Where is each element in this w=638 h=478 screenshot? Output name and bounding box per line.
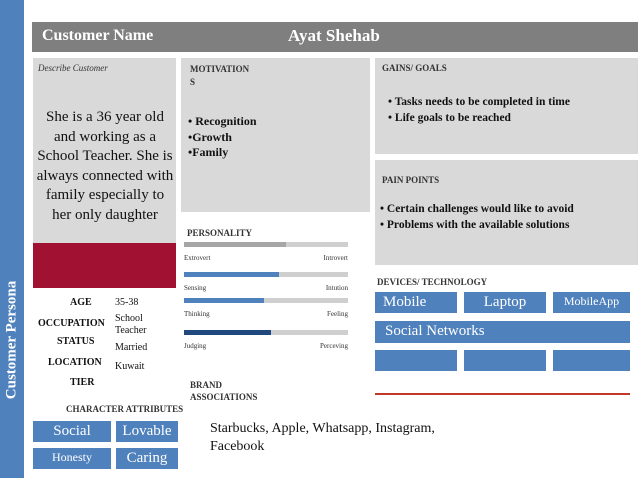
personality-label: PERSONALITY: [187, 228, 253, 238]
scale-track: [184, 242, 348, 247]
character-label: CHARACTER ATTRIBUTES: [66, 404, 184, 414]
character-tag-caring: Caring: [116, 448, 178, 469]
describe-label: Describe Customer: [38, 63, 108, 73]
personality-scale: [184, 330, 348, 350]
device-tag-mobile: Mobile: [375, 292, 457, 313]
brand-text-line1: Starbucks, Apple, Whatsapp, Instagram,: [210, 421, 435, 436]
customer-name-value: Ayat Shehab: [288, 26, 380, 45]
side-band: [0, 0, 24, 478]
occupation-line: Teacher: [115, 325, 147, 336]
personality-scale: [184, 272, 348, 292]
device-tag-mobileapp: MobileApp: [553, 292, 630, 313]
pain-points-list: [380, 202, 574, 233]
personality-scale: [184, 298, 348, 318]
scale-left-label: Extrovert: [184, 254, 211, 262]
device-tag-empty: [464, 350, 546, 371]
pain-item: • Certain challenges would like to avoid: [380, 203, 574, 215]
gain-item: • Life goals to be reached: [388, 111, 511, 124]
occupation-line: School: [115, 313, 143, 324]
status-label: STATUS: [57, 336, 95, 347]
status-value: Married: [115, 342, 148, 353]
accent-block: [33, 243, 176, 288]
pain-points-label: PAIN POINTS: [382, 175, 440, 185]
pain-item: • Problems with the available solutions: [380, 218, 570, 231]
side-title: Customer Persona: [3, 280, 20, 400]
character-tag-social: Social: [33, 421, 111, 442]
gain-item: • Tasks needs to be completed in time: [388, 96, 570, 108]
scale-right-label: Intution: [325, 284, 348, 292]
device-tag-social-networks: Social Networks: [375, 321, 630, 343]
scale-left-label: Sensing: [184, 284, 207, 292]
motivation-item: • Recognition: [188, 114, 257, 128]
personality-scale: [184, 242, 348, 262]
age-value: 35-38: [115, 297, 139, 308]
character-tag-lovable: Lovable: [116, 421, 178, 442]
divider-line: [375, 393, 630, 395]
age-label: AGE: [70, 297, 92, 308]
brand-label-line2: ASSOCIATIONS: [190, 392, 258, 402]
gains-list: [388, 95, 570, 126]
motivation-item: •Family: [188, 145, 229, 159]
describe-text: She is a 36 year old and working as a School Teacher. She is always connected with family especially to her only daughter: [36, 109, 174, 223]
brand-label-line1: BRAND: [190, 380, 223, 390]
device-tag-empty: [375, 350, 457, 371]
motivations-label-line2: S: [190, 77, 196, 87]
occupation-label: OCCUPATION: [38, 318, 105, 329]
device-tag-laptop: Laptop: [464, 292, 546, 313]
scale-left-label: Judging: [184, 342, 207, 350]
motivations-label: [190, 63, 249, 89]
brand-text-line2: Facebook: [210, 439, 265, 454]
device-tag-empty: [553, 350, 630, 371]
scale-track: [184, 298, 348, 303]
scale-track: [184, 272, 348, 277]
location-value: Kuwait: [115, 361, 145, 372]
character-tag-honesty: Honesty: [33, 448, 111, 469]
scale-right-label: Perceving: [320, 342, 348, 350]
scale-fill: [184, 330, 271, 335]
scale-fill: [184, 242, 286, 247]
motivation-item: •Growth: [188, 129, 232, 144]
tier-label: TIER: [70, 377, 95, 388]
scale-fill: [184, 298, 264, 303]
devices-label: DEVICES/ TECHNOLOGY: [377, 277, 488, 287]
gains-label: GAINS/ GOALS: [382, 63, 447, 73]
scale-track: [184, 330, 348, 335]
scale-fill: [184, 272, 279, 277]
occupation-value: [115, 313, 147, 337]
scale-left-label: Thinking: [184, 310, 210, 318]
scale-right-label: Feeling: [327, 310, 348, 318]
customer-name-label: Customer Name: [42, 27, 154, 44]
motivations-list: [188, 114, 257, 161]
location-label: LOCATION: [48, 357, 102, 368]
brand-text: [210, 420, 435, 456]
motivations-label-line1: MOTIVATION: [190, 64, 250, 74]
scale-right-label: Introvert: [323, 254, 348, 262]
brand-label: [190, 379, 257, 403]
